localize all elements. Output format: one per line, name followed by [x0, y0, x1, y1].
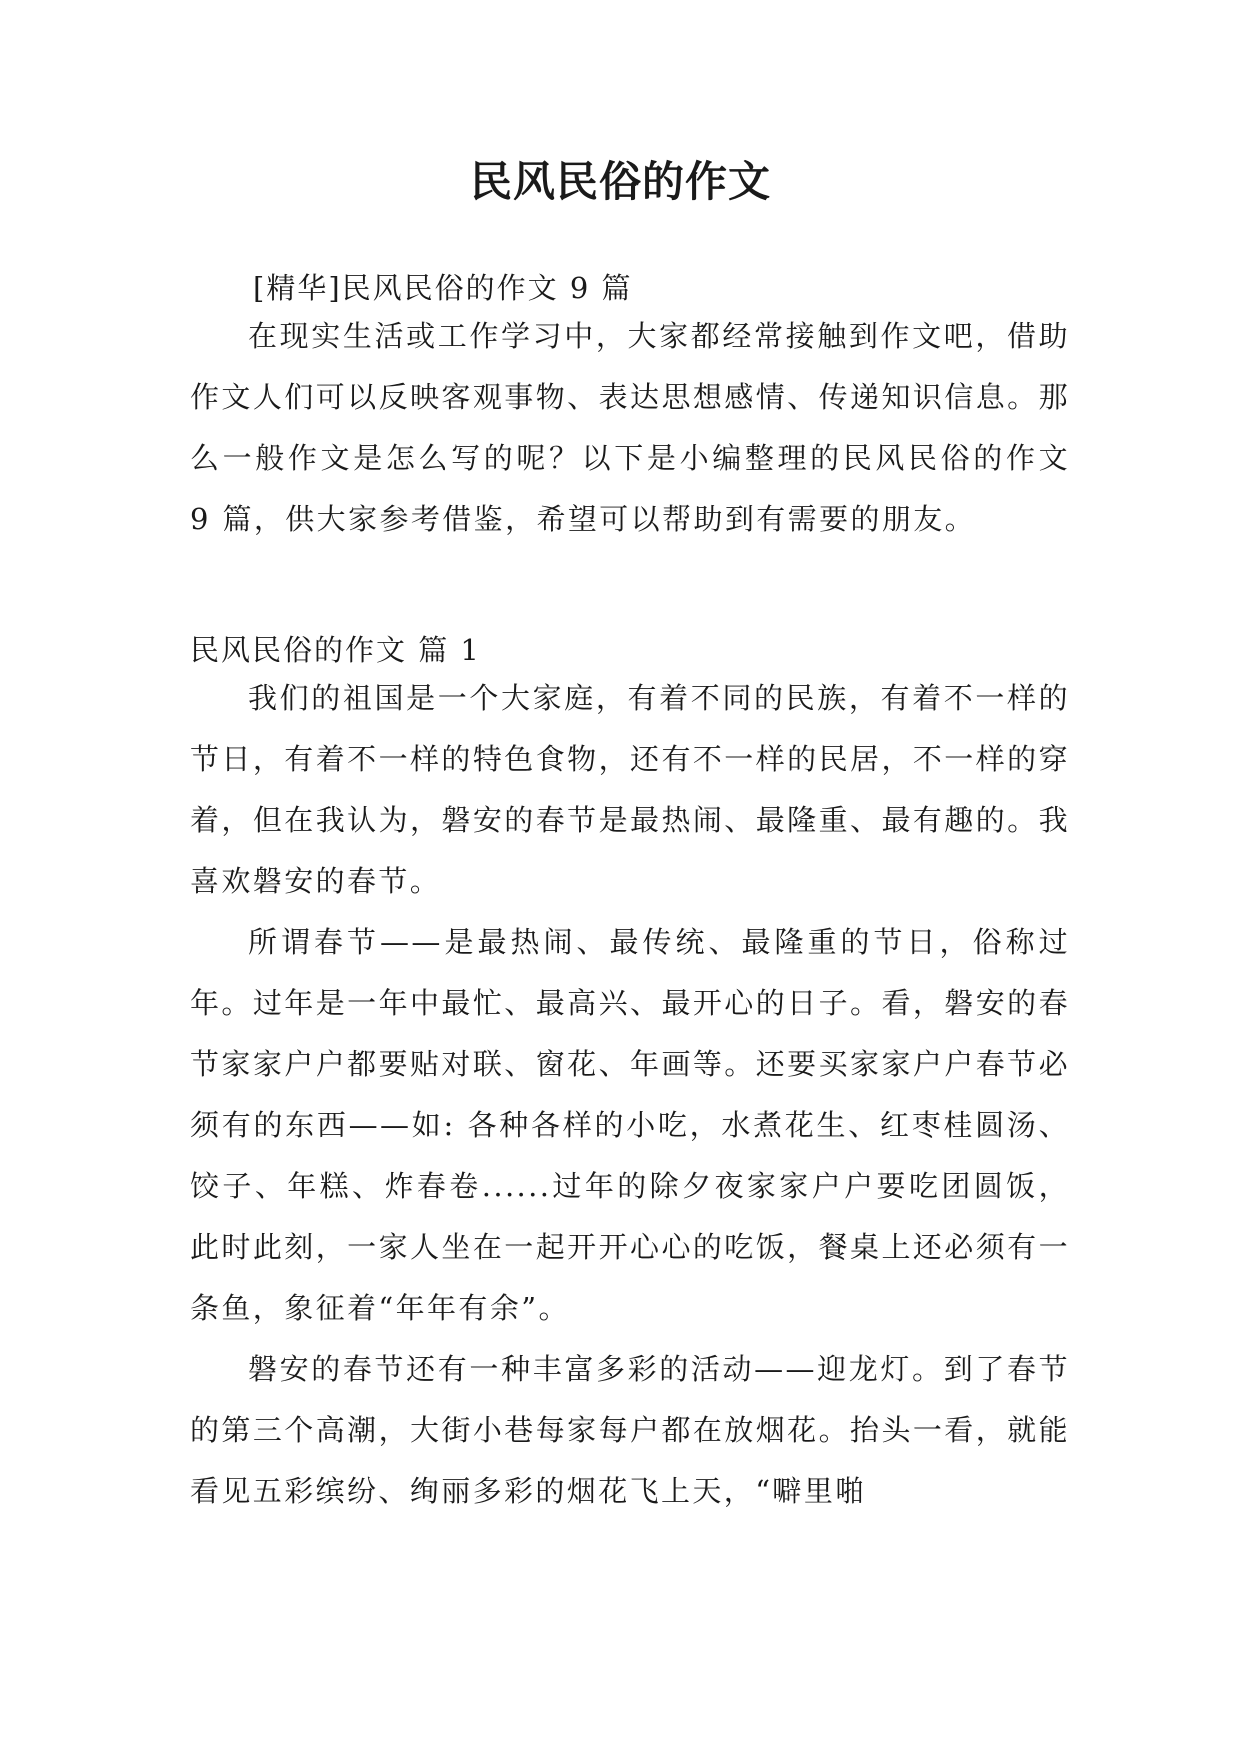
- document-title: 民风民俗的作文: [469, 157, 771, 206]
- body-paragraph-1: 我们的祖国是一个大家庭，有着不同的民族，有着不一样的节日，有着不一样的特色食物，还有不一样的民居，不一样的穿着，但在我认为，磐安的春节是最热闹、最隆重、最有趣的。我喜欢磐安的春节。: [190, 681, 1070, 898]
- intro-paragraph: 在现实生活或工作学习中，大家都经常接触到作文吧，借助作文人们可以反映客观事物、表达思想感情、传递知识信息。那么一般作文是怎么写的呢？以下是小编整理的民风民俗的作文 9 篇，供大家参考借鉴，希望可以帮助到有需要的朋友。: [190, 319, 1070, 536]
- body-paragraph-2: 所谓春节——是最热闹、最传统、最隆重的节日，俗称过年。过年是一年中最忙、最高兴、最开心的日子。看，磐安的春节家家户户都要贴对联、窗花、年画等。还要买家家户户春节必须有的东西——如: 各种各样的小吃，水煮花生、红枣桂圆汤、饺子、年糕、炸春卷......过年的除夕夜家家户户要吃团圆饭，此时此刻，一家人坐在一起开开心心的吃饭，餐桌上还必须有一条鱼，象征着“年年有余”。: [190, 925, 1070, 1325]
- document-subtitle: [精华]民风民俗的作文 9 篇: [253, 271, 633, 305]
- section-body: [190, 668, 1070, 1522]
- section-heading: 民风民俗的作文 篇 1: [190, 633, 481, 667]
- body-paragraph-3: 磐安的春节还有一种丰富多彩的活动——迎龙灯。到了春节的第三个高潮，大街小巷每家每户都在放烟花。抬头一看，就能看见五彩缤纷、绚丽多彩的烟花飞上天，“噼里啪: [190, 1352, 1070, 1508]
- intro-block: [190, 306, 1070, 550]
